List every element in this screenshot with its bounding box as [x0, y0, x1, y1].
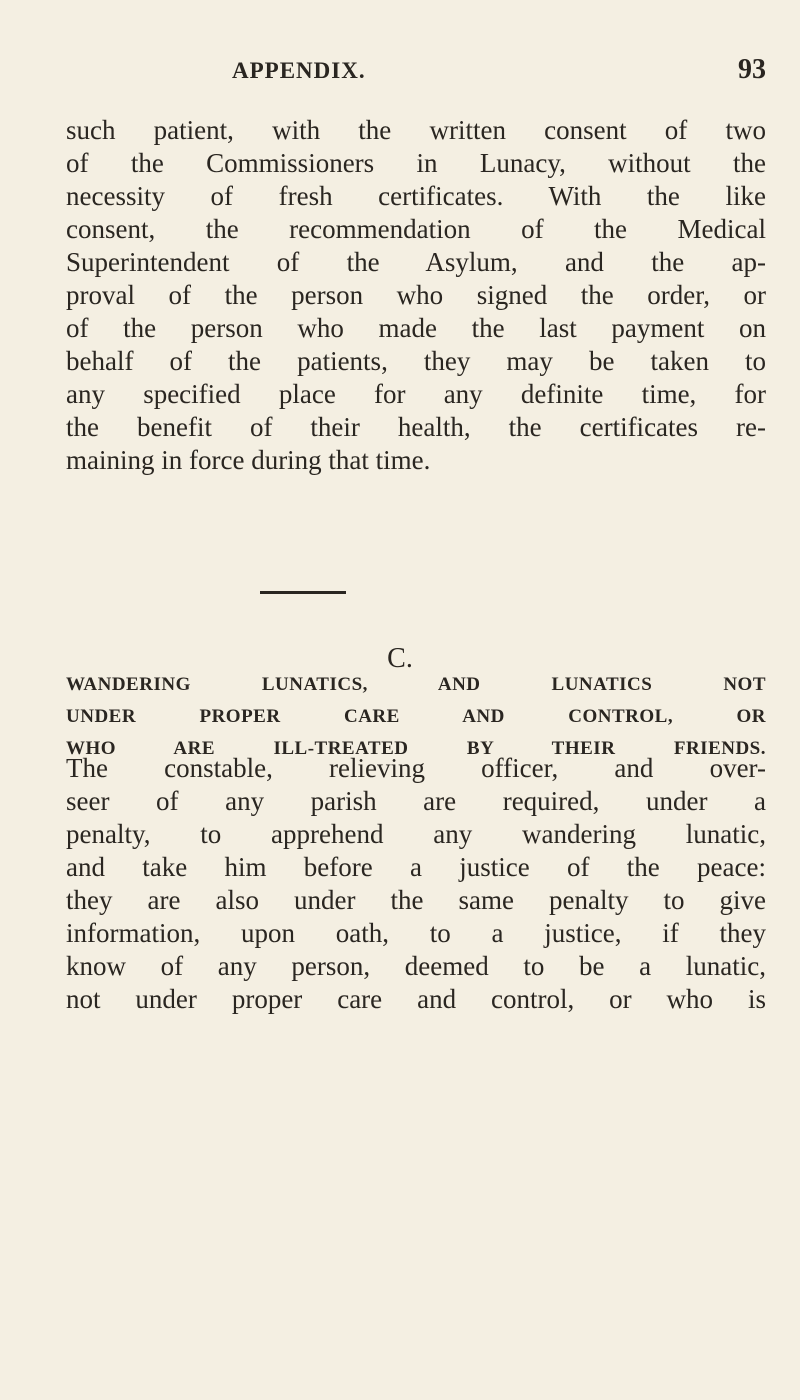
paragraph-1	[66, 114, 766, 477]
running-head	[66, 54, 766, 98]
paragraph-2	[66, 752, 766, 1016]
text-line: maining in force during that time.	[66, 445, 431, 475]
text-line: of the person who made the last payment on	[66, 313, 766, 343]
text-line: Superintendent of the Asylum, and the ap-	[66, 247, 766, 277]
heading-line: WHO ARE ILL-TREATED BY THEIR FRIENDS.	[66, 738, 766, 759]
text-line: they are also under the same penalty to give	[66, 885, 766, 915]
text-line: penalty, to apprehend any wandering lunatic,	[66, 819, 766, 849]
text-line: and take him before a justice of the peace:	[66, 852, 766, 882]
text-line: behalf of the patients, they may be taken to	[66, 346, 766, 376]
section-letter: C.	[387, 643, 413, 674]
heading-line: UNDER PROPER CARE AND CONTROL, OR	[66, 706, 766, 727]
running-title: APPENDIX.	[232, 58, 366, 83]
text-line: not under proper care and control, or who is	[66, 984, 766, 1014]
text-line: The constable, relieving officer, and over-	[66, 753, 766, 783]
text-line: necessity of fresh certificates. With the like	[66, 181, 766, 211]
text-line: know of any person, deemed to be a lunatic,	[66, 951, 766, 981]
text-line: any specified place for any definite time, for	[66, 379, 766, 409]
section-heading	[66, 669, 766, 765]
heading-line: WANDERING LUNATICS, AND LUNATICS NOT	[66, 674, 766, 695]
section-divider	[260, 591, 346, 594]
text-line: the benefit of their health, the certificates re-	[66, 412, 766, 442]
page-number: 93	[738, 54, 766, 85]
text-line: information, upon oath, to a justice, if they	[66, 918, 766, 948]
text-line: of the Commissioners in Lunacy, without the	[66, 148, 766, 178]
text-line: such patient, with the written consent of two	[66, 115, 766, 145]
text-line: consent, the recommendation of the Medical	[66, 214, 766, 244]
text-line: seer of any parish are required, under a	[66, 786, 766, 816]
text-line: proval of the person who signed the order, or	[66, 280, 766, 310]
